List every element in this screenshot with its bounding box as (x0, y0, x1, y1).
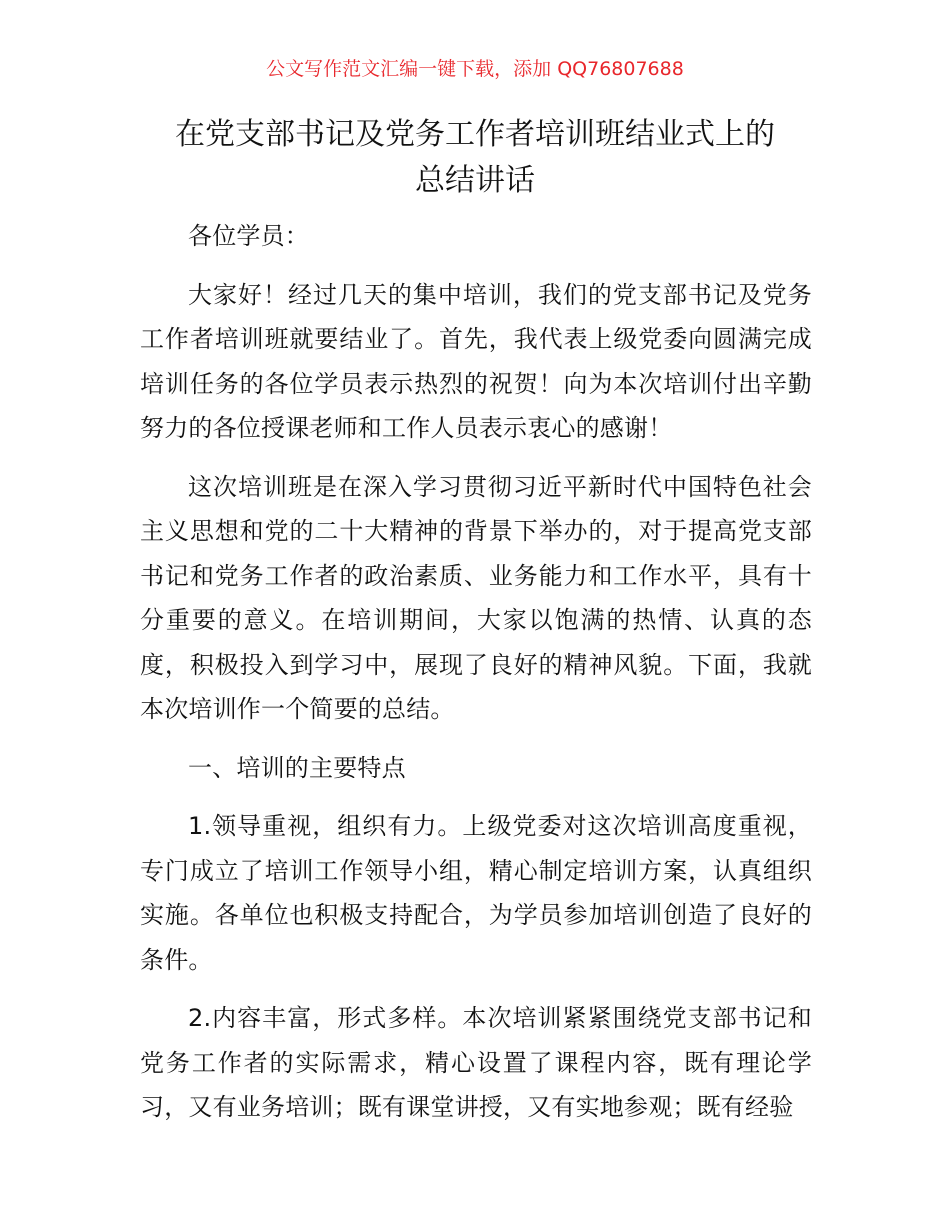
paragraph-background: 这次培训班是在深入学习贯彻习近平新时代中国特色社会主义思想和党的二十大精神的背景下举办的，对于提高党支部书记和党务工作者的政治素质、业务能力和工作水平，具有十分重要的意义。在培训期间，大家以饱满的热情、认真的态度，积极投入到学习中，展现了良好的精神风貌。下面，我就本次培训作一个简要的总结。 (140, 472, 812, 723)
header-download-note: 公文写作范文汇编一键下载，添加 QQ76807688 (266, 58, 684, 80)
page-title (130, 112, 820, 204)
title-line-1: 在党支部书记及党务工作者培训班结业式上的 (175, 117, 775, 152)
title-line-2: 总结讲话 (415, 163, 535, 198)
document-body (140, 214, 812, 1144)
paragraph-point-2: 2.内容丰富，形式多样。本次培训紧紧围绕党支部书记和党务工作者的实际需求，精心设置了课程内容，既有理论学习，又有业务培训；既有课堂讲授，又有实地参观；既有经验 (140, 1004, 812, 1121)
salutation: 各位学员： (188, 222, 309, 250)
paragraph-point-1: 1.领导重视，组织有力。上级党委对这次培训高度重视，专门成立了培训工作领导小组，精心制定培训方案，认真组织实施。各单位也积极支持配合，为学员参加培训创造了良好的条件。 (140, 812, 812, 974)
paragraph-greeting: 大家好！经过几天的集中培训，我们的党支部书记及党务工作者培训班就要结业了。首先，我代表上级党委向圆满完成培训任务的各位学员表示热烈的祝贺！向为本次培训付出辛勤努力的各位授课老师和工作人员表示衷心的感谢！ (140, 280, 812, 442)
section-heading-1: 一、培训的主要特点 (188, 753, 406, 782)
